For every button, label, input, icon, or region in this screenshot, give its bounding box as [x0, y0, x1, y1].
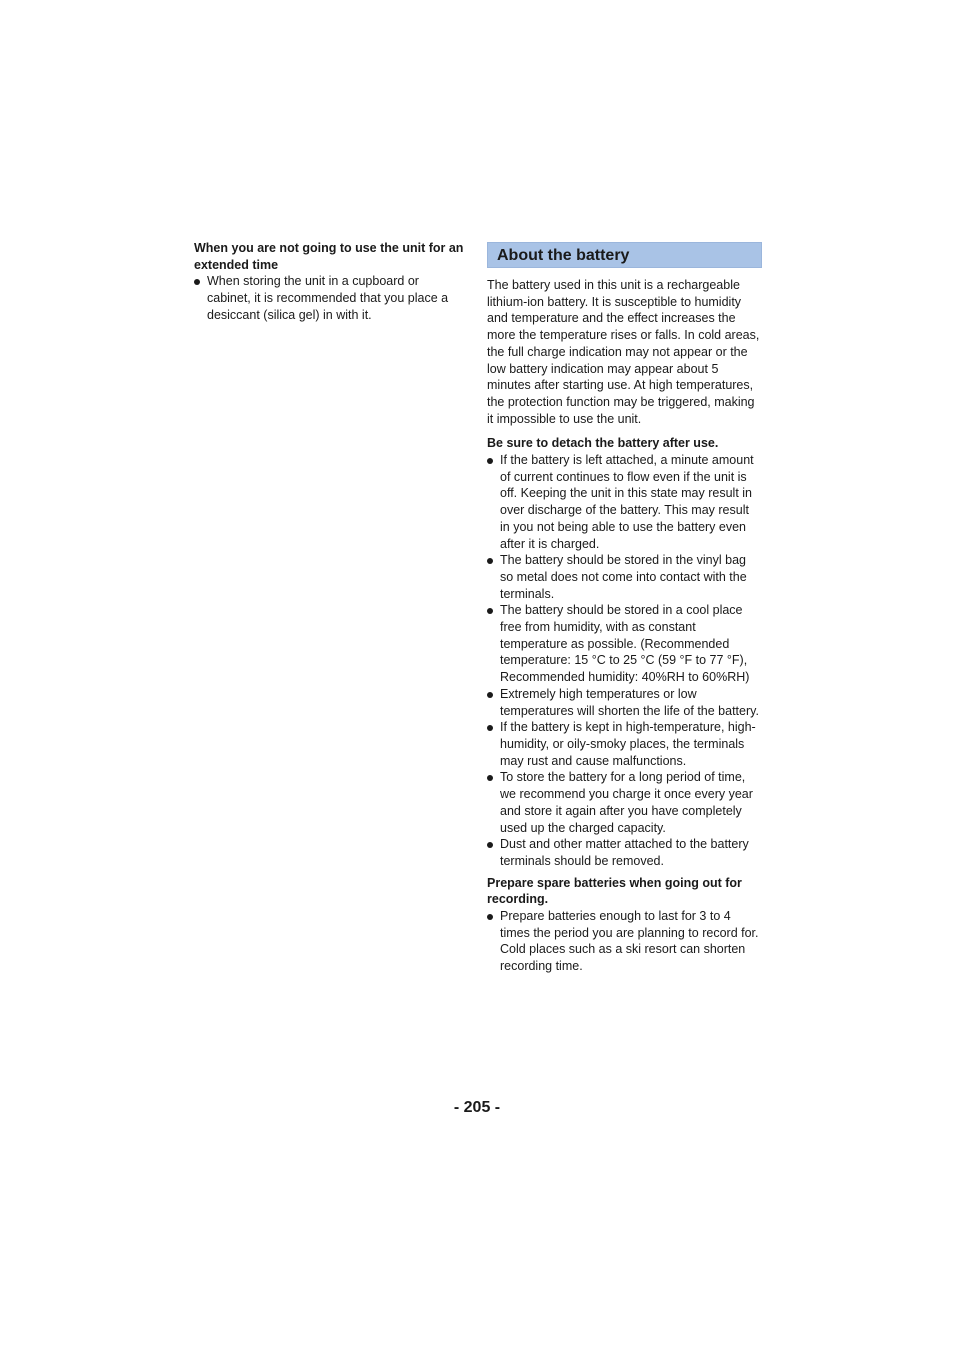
list-item-text: The battery should be stored in a cool place free from humidity, with as constant temperature as possible. (Recommended temperature: 15 °C to 25 °C (59 °F to 77 °F), Recommended humidity: 40%RH to 60%RH): [500, 603, 750, 685]
list-item: [487, 769, 762, 836]
detach-bullet-list: [487, 452, 762, 870]
spare-bullet-list: [487, 908, 762, 975]
list-item-text: The battery should be stored in the vinyl bag so metal does not come into contact with the terminals.: [500, 553, 747, 601]
list-item: [487, 908, 762, 975]
list-item-text: If the battery is kept in high-temperature, high-humidity, or oily-smoky places, the terminals may rust and cause malfunctions.: [500, 720, 756, 768]
list-item-text: If the battery is left attached, a minute amount of current continues to flow even if the unit is off. Keeping the unit in this state may result in over discharge of the battery. This may result in you not being able to use the battery even after it is charged.: [500, 453, 754, 551]
bullet-icon: [487, 775, 493, 781]
list-item: [487, 602, 762, 686]
bullet-icon: [194, 279, 200, 285]
bullet-icon: [487, 842, 493, 848]
list-item: [487, 686, 762, 719]
list-item-text: To store the battery for a long period of time, we recommend you charge it once every year and store it again after you have completely used up the charged capacity.: [500, 770, 753, 835]
list-item-text: Dust and other matter attached to the battery terminals should be removed.: [500, 837, 749, 868]
detach-heading: Be sure to detach the battery after use.: [487, 436, 719, 451]
bullet-icon: [487, 692, 493, 698]
storage-bullet-list: [194, 273, 464, 323]
page-number: - 205 -: [453, 1099, 501, 1116]
battery-intro-paragraph: The battery used in this unit is a rechargeable lithium-ion battery. It is susceptible to humidity and temperature and the effect increases the more the temperature rises or falls. In cold areas, the full charge indication may not appear or the low battery indication may appear about 5 minutes after starting use. At high temperatures, the protection function may be triggered, making it impossible to use the unit.: [487, 278, 760, 426]
left-column: [194, 240, 464, 324]
bullet-icon: [487, 558, 493, 564]
list-item: [487, 452, 762, 552]
bullet-icon: [487, 725, 493, 731]
bullet-icon: [487, 458, 493, 464]
list-item-text: Extremely high temperatures or low temperatures will shorten the life of the battery.: [500, 686, 759, 718]
bullet-icon: [487, 914, 493, 920]
storage-heading: When you are not going to use the unit for an extended time: [194, 241, 464, 272]
bullet-icon: [487, 608, 493, 614]
list-item-text: When storing the unit in a cupboard or cabinet, it is recommended that you place a desiccant (silica gel) in with it.: [207, 274, 449, 322]
right-column: [487, 242, 762, 975]
spare-heading: Prepare spare batteries when going out for recording.: [487, 875, 742, 907]
section-title: About the battery: [487, 242, 762, 268]
list-item-text: Prepare batteries enough to last for 3 to 4 times the period you are planning to record for. Cold places such as a ski resort can shorten recording time.: [500, 909, 759, 974]
list-item: [487, 552, 762, 602]
list-item: [194, 273, 464, 323]
list-item: [487, 836, 762, 869]
list-item: [487, 719, 762, 769]
